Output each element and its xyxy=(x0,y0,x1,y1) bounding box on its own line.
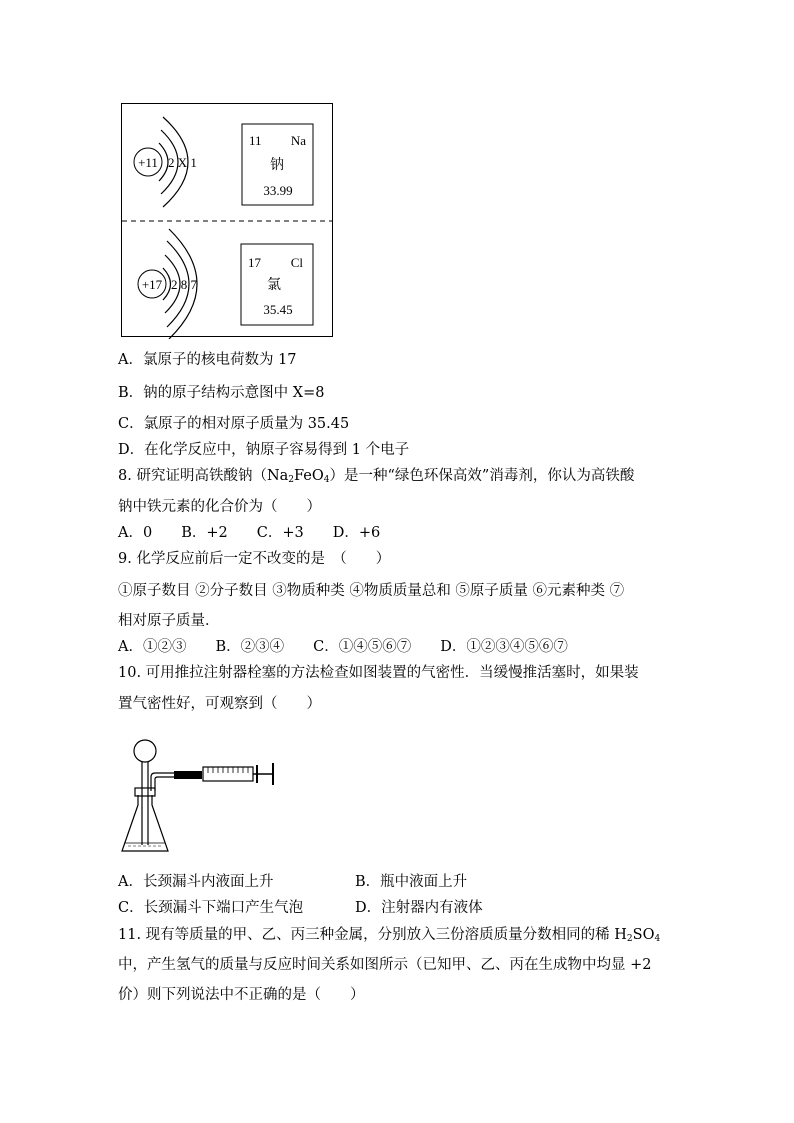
q7-option-d: D．在化学反应中，钠原子容易得到 1 个电子 xyxy=(118,442,410,458)
sodium-shell-electrons: 2 X 1 xyxy=(168,155,197,170)
q8-options: A．0 B．+2 C．+3 D．+6 xyxy=(118,525,381,541)
atom-figure xyxy=(121,103,335,339)
q10-option-d: D．注射器内有液体 xyxy=(355,900,483,916)
chlorine-mass: 35.45 xyxy=(263,302,293,317)
q8-stem-line1 xyxy=(118,466,634,490)
q10-option-b: B．瓶中液面上升 xyxy=(355,874,468,890)
q7-option-c: C．氯原子的相对原子质量为 35.45 xyxy=(118,416,350,432)
q9-items-line1: ①原子数目 ②分子数目 ③物质种类 ④物质质量总和 ⑤原子质量 ⑥元素种类 ⑦ xyxy=(118,583,625,599)
q11-stem-line3: 价）则下列说法中不正确的是（ ） xyxy=(118,987,365,1003)
q9-stem: 9. 化学反应前后一定不改变的是 （ ） xyxy=(118,551,391,567)
chlorine-element-card xyxy=(241,244,313,325)
chlorine-atom-diagram xyxy=(138,229,198,339)
rubber-connector xyxy=(174,771,202,779)
chlorine-nucleus-label: +17 xyxy=(141,277,163,292)
chlorine-name: 氯 xyxy=(267,278,281,293)
sodium-symbol: Na xyxy=(290,133,306,148)
q7-option-b: B．钠的原子结构示意图中 X=8 xyxy=(118,385,325,401)
chlorine-symbol: Cl xyxy=(290,255,303,270)
chlorine-atomic-number: 17 xyxy=(248,255,261,270)
sodium-mass: 33.99 xyxy=(263,183,293,198)
q10-option-a: A．长颈漏斗内液面上升 xyxy=(118,874,274,890)
q8-formula: $Na_2FeO_4$ xyxy=(266,468,330,485)
funnel-bulb xyxy=(134,740,156,762)
q11-stem-line1: 11. 现有等质量的甲、乙、丙三种金属，分别放入三份溶质质量分数相同的稀 $H_2SO_4$ xyxy=(118,927,661,944)
chlorine-shell-1 xyxy=(163,268,171,300)
q8-stem-pre: 8. 研究证明高铁酸钠（ xyxy=(118,468,267,484)
chlorine-shell-electrons: 2 8 7 xyxy=(171,277,197,292)
sodium-atom-diagram xyxy=(134,117,197,207)
q7-option-a: A．氯原子的核电荷数为 17 xyxy=(118,352,297,368)
q9-items-line2: 相对原子质量． xyxy=(118,613,220,629)
q10-stem-line2: 置气密性好，可观察到（ ） xyxy=(118,696,321,712)
sodium-name: 钠 xyxy=(270,158,284,173)
q10-stem-line1: 10. 可用推拉注射器栓塞的方法检查如图装置的气密性．当缓慢推活塞时，如果装 xyxy=(118,665,639,681)
q9-options: A．①②③ B．②③④ C．①④⑤⑥⑦ D．①②③④⑤⑥⑦ xyxy=(118,639,568,655)
q8-stem-post: ）是一种“绿色环保高效”消毒剂，你认为高铁酸 xyxy=(329,468,635,484)
q8-stem-line2: 钠中铁元素的化合价为（ ） xyxy=(118,499,321,515)
conical-flask xyxy=(122,795,168,851)
sodium-atomic-number: 11 xyxy=(249,133,262,148)
sodium-element-card xyxy=(242,124,313,205)
sodium-shell-1 xyxy=(159,143,168,181)
sodium-nucleus-label: +11 xyxy=(138,155,158,170)
q10-option-c: C．长颈漏斗下端口产生气泡 xyxy=(118,900,304,916)
apparatus-figure xyxy=(118,733,282,859)
q11-stem-line2: 中，产生氢气的质量与反应时间关系如图所示（已知甲、乙、丙在生成物中均显 +2 xyxy=(118,957,652,973)
flask-stopper xyxy=(135,788,155,796)
